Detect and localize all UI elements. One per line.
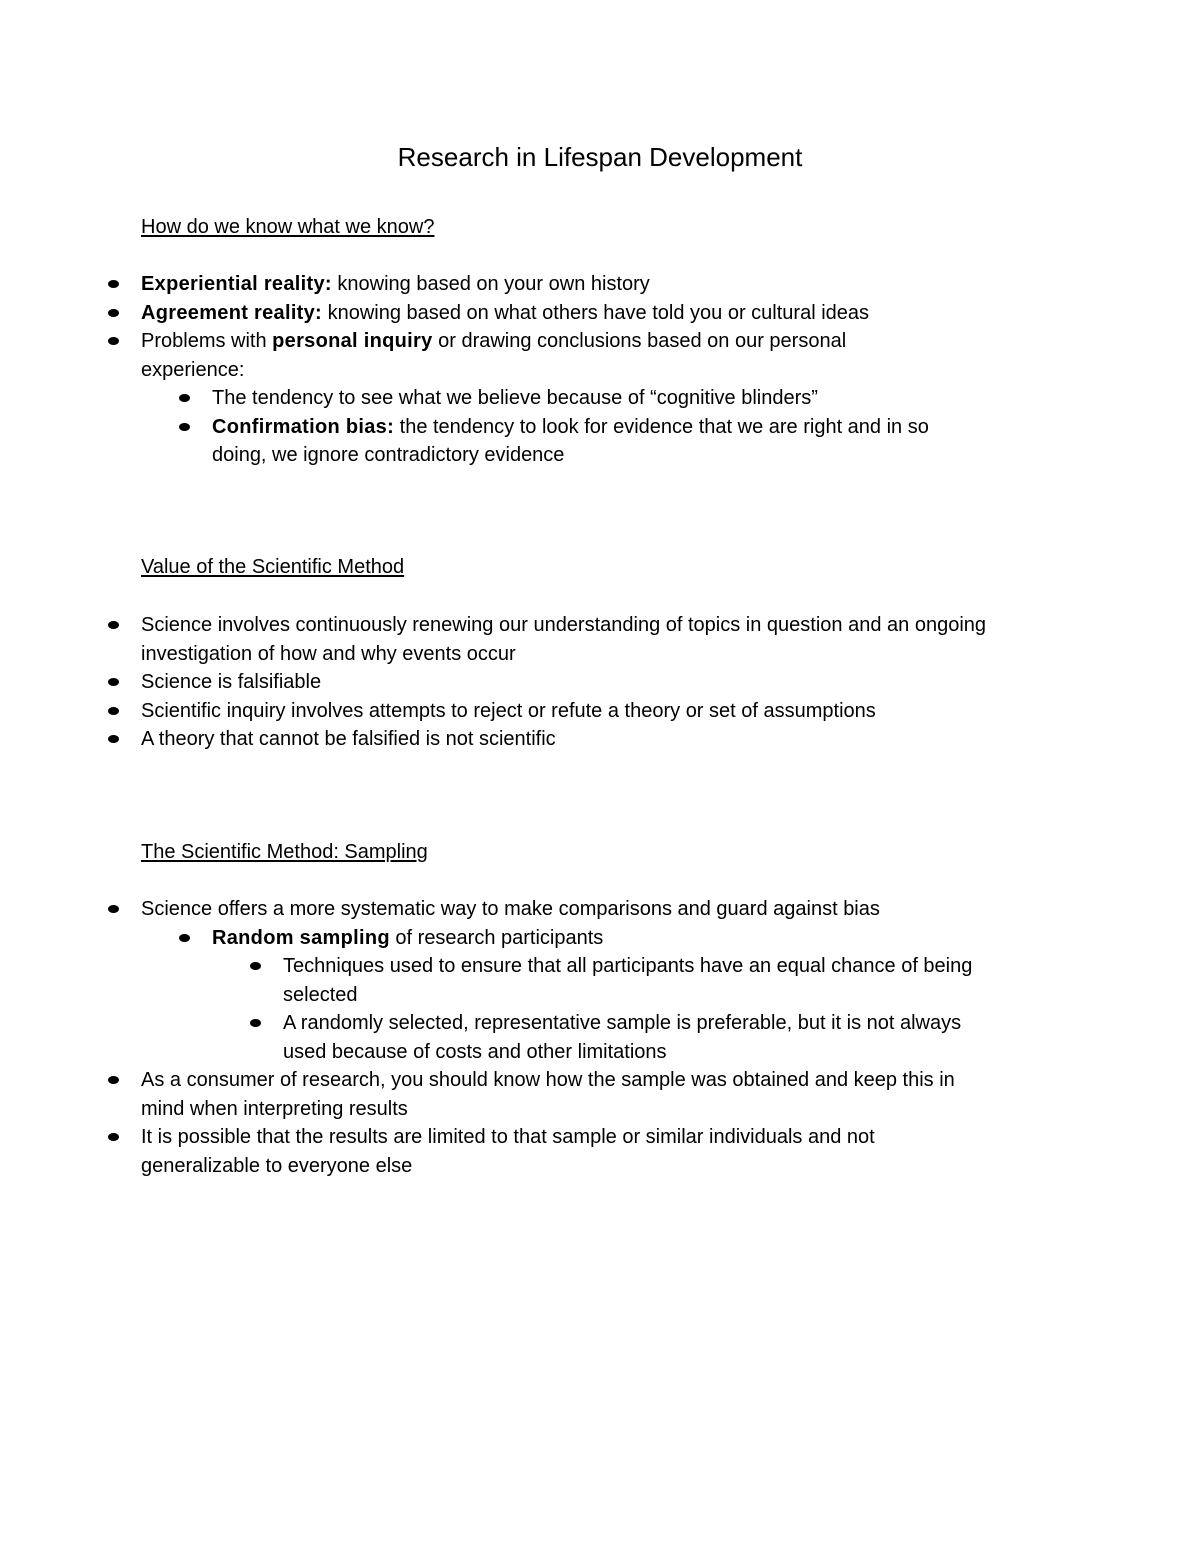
- list-item: Agreement reality: knowing based on what others have told you or cultural ideas: [70, 299, 1061, 328]
- section-heading-sampling: The Scientific Method: Sampling: [141, 841, 428, 863]
- page-title: Research in Lifespan Development: [397, 142, 803, 172]
- section-heading-how-do-we-know: How do we know what we know?: [141, 216, 435, 238]
- list-item: Science is falsifiable: [70, 668, 1061, 697]
- list-item: Science involves continuously renewing our understanding of topics in question and an ongoing investigation of how and why events occur: [70, 611, 991, 668]
- bullet-list: [141, 895, 1061, 1180]
- section-heading-value-of-scientific-method: Value of the Scientific Method: [141, 556, 405, 578]
- bullet-list: [141, 611, 1061, 754]
- sub-bullet-list: [70, 384, 929, 470]
- list-item: Problems with personal inquiry or drawing conclusions based on our personal experience: The tendency to see what we believe because of “cognitive blinders” Confirmation bias: the tendency to look for evidence that we are right and in so doing, we ignore contradictory evidence: [70, 327, 921, 470]
- list-item: Techniques used to ensure that all participants have an equal chance of being selected: [212, 952, 973, 1009]
- term: Confirmation bias:: [212, 415, 395, 438]
- list-item: Scientific inquiry involves attempts to reject or refute a theory or set of assumptions: [70, 697, 1061, 726]
- list-item: Random sampling of research participants Techniques used to ensure that all participants have an equal chance of being selected A randomly selected, representative sample is preferable, but it is not always used because of costs and other limitations: [141, 924, 991, 1067]
- list-item: A randomly selected, representative sample is preferable, but it is not always used because of costs and other limitations: [212, 1009, 973, 1066]
- term: personal inquiry: [272, 330, 433, 352]
- list-item: It is possible that the results are limited to that sample or similar individuals and not generalizable to everyone else: [70, 1123, 991, 1180]
- list-item: Experiential reality: knowing based on your own history: [70, 270, 1061, 299]
- list-item: The tendency to see what we believe because of “cognitive blinders”: [141, 384, 921, 413]
- list-item: Confirmation bias: the tendency to look for evidence that we are right and in so doing, we ignore contradictory evidence: [141, 413, 987, 470]
- list-item: Science offers a more systematic way to make comparisons and guard against bias Random sampling of research participants Techniques used to ensure that all participants have an equal chance of being selected A randomly selected, representative sample is preferable, but it is not always used because of costs and other limitations: [70, 895, 991, 1066]
- list-item: As a consumer of research, you should know how the sample was obtained and keep this in mind when interpreting results: [70, 1066, 991, 1123]
- bullet-list: [141, 270, 1061, 470]
- term: Random sampling: [212, 926, 390, 949]
- term: Experiential reality:: [141, 273, 332, 295]
- term: Agreement reality:: [141, 301, 323, 324]
- list-item: A theory that cannot be falsified is not scientific: [70, 725, 1061, 754]
- sub-bullet-list: [70, 924, 991, 1067]
- sub-sub-bullet-list: [141, 952, 991, 1066]
